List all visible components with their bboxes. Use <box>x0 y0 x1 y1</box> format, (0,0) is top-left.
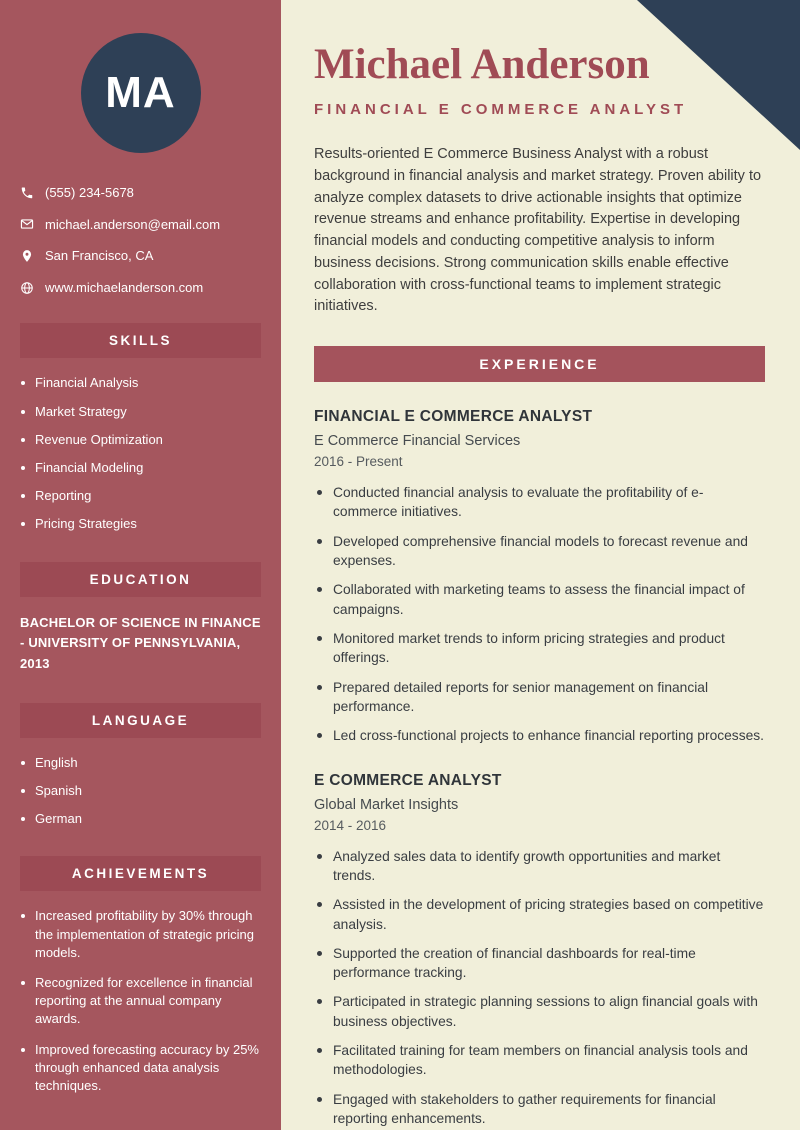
job-bullet: Collaborated with marketing teams to assess the financial impact of campaigns. <box>314 580 765 619</box>
avatar <box>81 33 201 153</box>
person-job-title: FINANCIAL E COMMERCE ANALYST <box>314 101 688 119</box>
job-dates: 2014 - 2016 <box>314 817 387 833</box>
job-dates: 2016 - Present <box>314 454 403 470</box>
job-bullet: Prepared detailed reports for senior management on financial performance. <box>314 678 765 717</box>
email-icon <box>20 217 34 231</box>
person-name: Michael Anderson <box>314 41 650 88</box>
job-bullet: Conducted financial analysis to evaluate the profitability of e-commerce initiatives. <box>314 483 765 522</box>
experience-section-header <box>314 346 765 382</box>
job-bullet: Engaged with stakeholders to gather requirements for financial reporting enhancements. <box>314 1090 765 1129</box>
contact-email-text: michael.anderson@email.com <box>45 216 221 232</box>
job-role: E COMMERCE ANALYST <box>314 771 502 789</box>
language-item: Spanish <box>20 782 261 800</box>
job-bullet: Analyzed sales data to identify growth opportunities and market trends. <box>314 847 765 886</box>
job-role: FINANCIAL E COMMERCE ANALYST <box>314 408 593 426</box>
skills-list <box>20 374 261 533</box>
job-bullet: Participated in strategic planning sessions to align financial goals with business objectives. <box>314 992 765 1031</box>
language-item: English <box>20 754 261 772</box>
education-section-header <box>20 562 261 597</box>
skill-item: Reporting <box>20 487 261 505</box>
skill-item: Financial Modeling <box>20 459 261 477</box>
skill-item: Pricing Strategies <box>20 515 261 533</box>
achievements-list <box>20 907 261 1095</box>
job-bullet: Led cross-functional projects to enhance financial reporting processes. <box>314 726 765 745</box>
job-bullet-list <box>314 483 765 745</box>
sidebar <box>0 0 281 1130</box>
achievement-item: Recognized for excellence in financial reporting at the annual company awards. <box>20 974 261 1029</box>
corner-triangle-decoration <box>637 0 800 150</box>
skill-item: Financial Analysis <box>20 374 261 392</box>
job-bullet: Developed comprehensive financial models to forecast revenue and expenses. <box>314 532 765 571</box>
language-list <box>20 754 261 829</box>
skills-title: SKILLS <box>108 333 172 349</box>
language-section-header <box>20 703 261 738</box>
contact-location <box>20 248 261 264</box>
experience-title: EXPERIENCE <box>479 356 600 373</box>
achievements-section-header <box>20 856 261 891</box>
summary-paragraph: Results-oriented E Commerce Business Analyst with a robust background in financial analysis and market strategy. Proven ability to analyze complex datasets to drive actionable insights that optimize revenue streams and enhance profitability. Expertise in developing financial models and conducting competitive analysis to inform business decisions. Strong communication skills enable effective collaboration with cross-functional teams to implement strategic initiatives. <box>314 146 762 315</box>
language-title: LANGUAGE <box>91 712 190 728</box>
job-bullet: Supported the creation of financial dashboards for real-time performance tracking. <box>314 944 765 983</box>
achievements-title: ACHIEVEMENTS <box>71 866 210 882</box>
skills-section-header <box>20 323 261 358</box>
achievement-item: Improved forecasting accuracy by 25% through enhanced data analysis techniques. <box>20 1041 261 1096</box>
job-entry <box>314 408 765 745</box>
job-bullet-list <box>314 847 765 1129</box>
skill-item: Revenue Optimization <box>20 431 261 449</box>
job-bullet: Assisted in the development of pricing strategies based on competitive analysis. <box>314 895 765 934</box>
contact-website[interactable] <box>20 280 261 296</box>
contact-location-text: San Francisco, CA <box>45 248 154 264</box>
education-title: EDUCATION <box>89 571 192 587</box>
contact-phone <box>20 185 261 201</box>
language-item: German <box>20 810 261 828</box>
contact-phone-text: (555) 234-5678 <box>45 185 134 200</box>
phone-icon <box>20 186 34 200</box>
contact-website-text: www.michaelanderson.com <box>45 279 204 295</box>
job-company: Global Market Insights <box>314 796 459 813</box>
globe-icon <box>20 281 34 295</box>
job-bullet: Monitored market trends to inform pricing strategies and product offerings. <box>314 629 765 668</box>
job-company: E Commerce Financial Services <box>314 433 521 450</box>
location-pin-icon <box>20 249 34 263</box>
job-entry <box>314 772 765 1129</box>
contact-email[interactable] <box>20 217 261 233</box>
avatar-initials: MA <box>105 68 176 117</box>
job-bullet: Facilitated training for team members on financial analysis tools and methodologies. <box>314 1041 765 1080</box>
contact-list <box>20 185 261 295</box>
main-content <box>281 0 800 1130</box>
achievement-item: Increased profitability by 30% through the implementation of strategic pricing models. <box>20 907 261 962</box>
education-text: BACHELOR OF SCIENCE IN FINANCE - UNIVERSITY OF PENNSYLVANIA, 2013 <box>20 614 261 672</box>
skill-item: Market Strategy <box>20 403 261 421</box>
